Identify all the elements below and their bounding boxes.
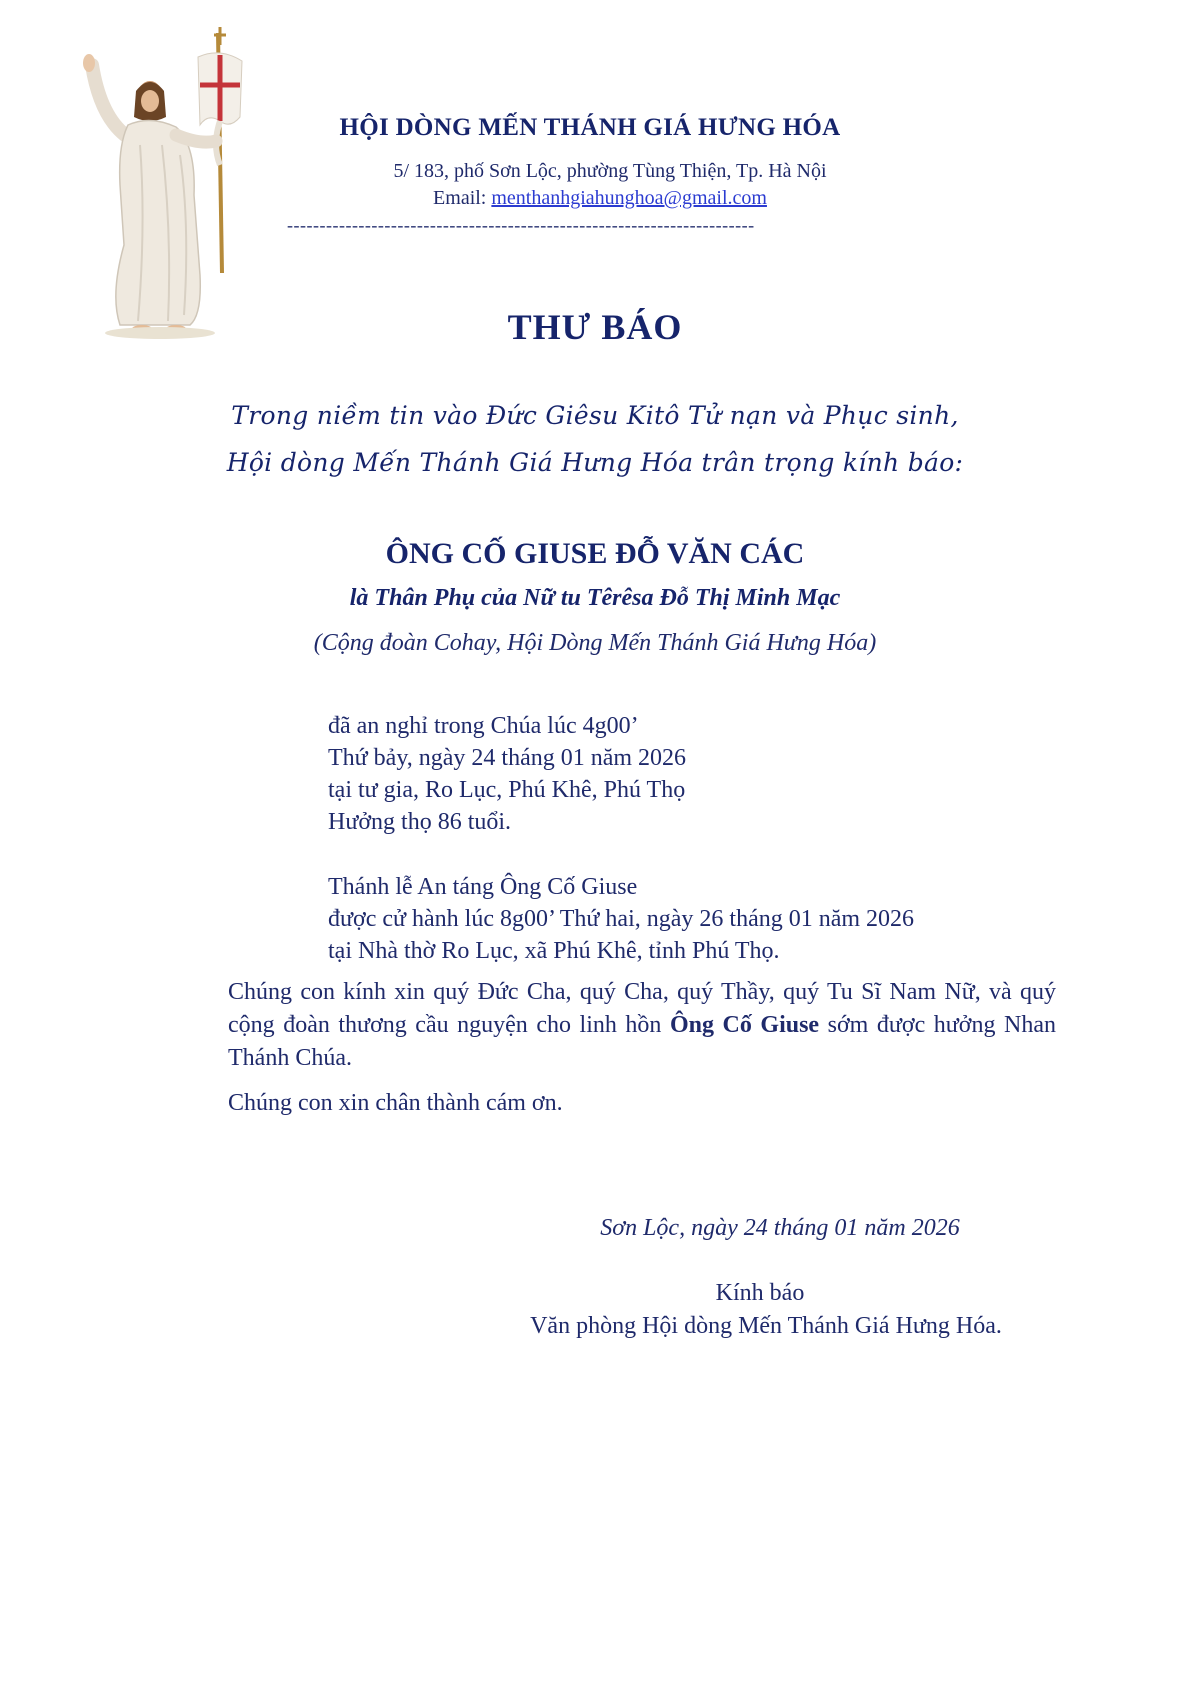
death-details: [328, 710, 686, 838]
request-text-before: Chúng con kính xin quý Đức Cha, quý Cha, quý Thầy, quý Tu Sĩ Nam Nữ, và quý cộng đoàn thương cầu nguyện cho linh hồn: [228, 979, 1056, 1038]
death-line-3: tại tư gia, Ro Lục, Phú Khê, Phú Thọ: [328, 777, 686, 803]
email-label: Email:: [433, 187, 492, 209]
thanks-line: Chúng con xin chân thành cám ơn.: [228, 1090, 563, 1116]
request-text-after: sớm được hưởng Nhan Thánh Chúa.: [228, 1012, 1057, 1071]
signature-line-1: Kính báo: [715, 1280, 805, 1306]
intro-line-1: Trong niềm tin vào Đức Giêsu Kitô Tử nạn và Phục sinh,: [231, 401, 959, 430]
congregation-name: HỘI DÒNG MẾN THÁNH GIÁ HƯNG HÓA: [339, 114, 841, 141]
deceased-name: ÔNG CỐ GIUSE ĐỖ VĂN CÁC: [385, 537, 805, 570]
risen-christ-illustration: [80, 25, 250, 350]
funeral-details: [328, 871, 914, 967]
email-link[interactable]: menthanhgiahunghoa@gmail.com: [491, 187, 767, 209]
death-line-4: Hưởng thọ 86 tuổi.: [328, 809, 512, 835]
intro-line-2: Hội dòng Mến Thánh Giá Hưng Hóa trân trọng kính báo:: [226, 448, 964, 477]
congregation-address: 5/ 183, phố Sơn Lộc, phường Tùng Thiện, Tp. Hà Nội: [393, 160, 827, 182]
funeral-line-3: tại Nhà thờ Ro Lục, xã Phú Khê, tỉnh Phú Thọ.: [328, 938, 780, 964]
funeral-line-2: được cử hành lúc 8g00’ Thứ hai, ngày 26 tháng 01 năm 2026: [328, 906, 915, 932]
place-date: Sơn Lộc, ngày 24 tháng 01 năm 2026: [600, 1215, 960, 1241]
congregation-email-line: [330, 187, 870, 210]
signature-line-2: Văn phòng Hội dòng Mến Thánh Giá Hưng Hóa.: [530, 1313, 1002, 1339]
death-line-1: đã an nghỉ trong Chúa lúc 4g00’: [328, 713, 639, 739]
death-line-2: Thứ bảy, ngày 24 tháng 01 năm 2026: [328, 745, 687, 771]
prayer-request: [228, 976, 1056, 1075]
deceased-relation: là Thân Phụ của Nữ tu Têrêsa Đỗ Thị Minh Mạc: [349, 585, 841, 611]
document-title: THƯ BÁO: [507, 307, 683, 347]
funeral-line-1: Thánh lễ An táng Ông Cố Giuse: [328, 874, 638, 900]
request-bold-name: Ông Cố Giuse: [669, 1012, 820, 1038]
header-divider: ------------------------------------------------------------------------: [287, 215, 755, 235]
deceased-community: (Cộng đoàn Cohay, Hội Dòng Mến Thánh Giá Hưng Hóa): [313, 630, 877, 656]
